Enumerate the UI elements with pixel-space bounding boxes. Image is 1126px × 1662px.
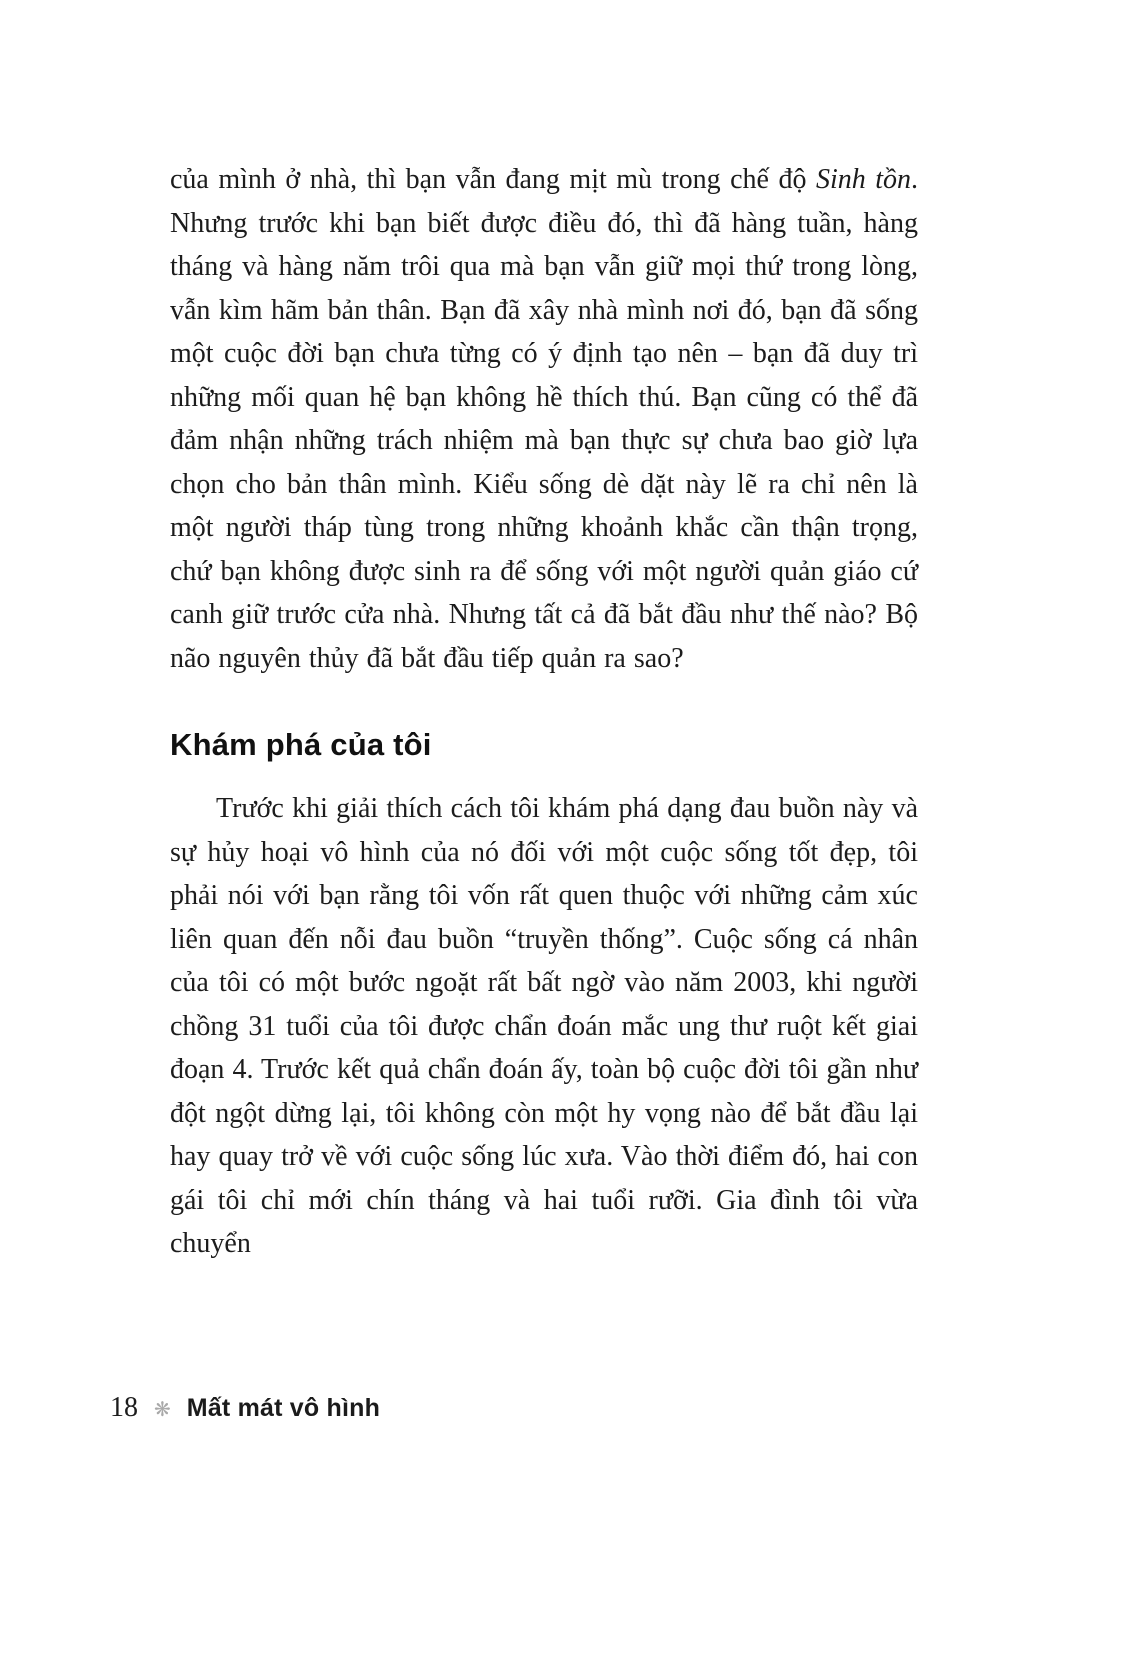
italic-text-segment: Sinh tồn <box>815 164 911 195</box>
flower-icon: ❋ <box>154 1397 171 1421</box>
running-book-title: Mất mát vô hình <box>186 1393 381 1422</box>
page-footer <box>110 1392 380 1424</box>
text-segment: Trước khi giải thích cách tôi khám phá dạng đau buồn này và sự hủy hoại vô hình của nó đối với một cuộc sống tốt đẹp, tôi phải nói với bạn rằng tôi vốn rất quen thuộc với những cảm xúc liên quan đến nỗi đau buồn “truyền thống”. Cuộc sống cá nhân của tôi có một bước ngoặt rất bất ngờ vào năm 2003, khi người chồng 31 tuổi của tôi được chẩn đoán mắc ung thư ruột kết giai đoạn 4. Trước kết quả chẩn đoán ấy, toàn bộ cuộc đời tôi gần như đột ngột dừng lại, tôi không còn một hy vọng nào để bắt đầu lại hay quay trở về với cuộc sống lúc xưa. Vào thời điểm đó, hai con gái tôi chỉ mới chín tháng và hai tuổi rưỡi. Gia đình tôi vừa chuyển <box>170 793 918 1260</box>
section-heading: Khám phá của tôi <box>170 727 432 762</box>
text-segment: . Nhưng trước khi bạn biết được điều đó, thì đã hàng tuần, hàng tháng và hàng năm trôi qua mà bạn vẫn giữ mọi thứ trong lòng, vẫn kìm hãm bản thân. Bạn đã xây nhà mình nơi đó, bạn đã sống một cuộc đời bạn chưa từng có ý định tạo nên – bạn đã duy trì những mối quan hệ bạn không hề thích thú. Bạn cũng có thể đã đảm nhận những trách nhiệm mà bạn thực sự chưa bao giờ lựa chọn cho bản thân mình. Kiểu sống dè dặt này lẽ ra chỉ nên là một người tháp tùng trong những khoảnh khắc cần thận trọng, chứ bạn không được sinh ra để sống với một người quản giáo cứ canh giữ trước cửa nhà. Nhưng tất cả đã bắt đầu như thế nào? Bộ não nguyên thủy đã bắt đầu tiếp quản ra sao? <box>170 164 918 674</box>
page-number: 18 <box>110 1392 138 1423</box>
text-segment: của mình ở nhà, thì bạn vẫn đang mịt mù trong chế độ <box>170 164 816 195</box>
body-paragraph <box>170 787 918 1266</box>
page-content <box>170 158 918 1266</box>
body-paragraph <box>170 158 918 680</box>
